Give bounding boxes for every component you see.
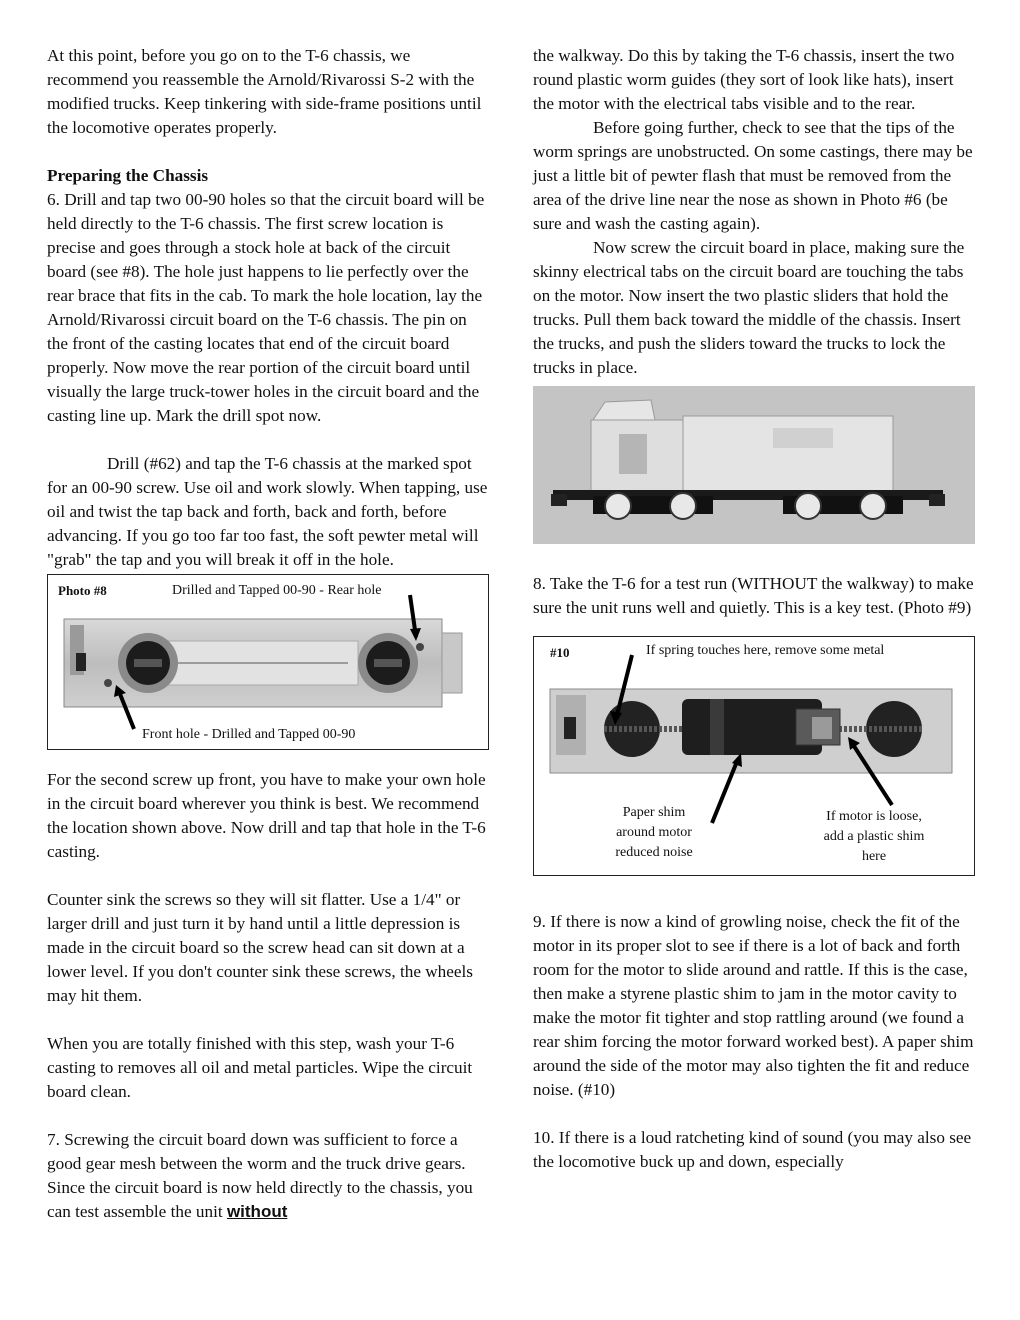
photo-8-top-caption: Drilled and Tapped 00-90 - Rear hole	[172, 583, 382, 598]
paragraph-step-6: 6. Drill and tap two 00-90 holes so that the circuit board will be held directly to the T-6 chassis. The first screw location is precise and goes through a stock hole at back of the circuit board (see #8). The hole just happens to lie perfectly over the rear brace that fits in the cab. To mark the hole location, lay the Arnold/Rivarossi circuit board on the T-6 chassis. The pin on the front of the casting locates that end of the circuit board properly. Now move the rear portion of the circuit board until visually the large truck-tower holes in the circuit board and the casting line up. Mark the drill spot now.	[47, 190, 485, 425]
photo-8-label: Photo #8	[58, 583, 107, 598]
paragraph-second-screw: For the second screw up front, you have to make your own hole in the circuit board wherever you think is best. We recommend the location shown above. Now drill and tap that hole in the T-6 casting.	[47, 770, 486, 861]
without-emphasis: without	[226, 1202, 288, 1221]
step-7-text: 7. Screwing the circuit board down was sufficient to force a good gear mesh between the worm and the truck drive gears. Since the circuit board is now held directly to the chassis, you can test assemble the unit	[47, 1130, 473, 1221]
paragraph-screw-board: Now screw the circuit board in place, making sure the skinny electrical tabs on the circuit board are touching the tabs on the motor. Now insert the two plastic sliders that hold the trucks. Pull them back toward the middle of the chassis. Insert the trucks, and push the sliders toward the trucks to lock the trucks in place.	[533, 238, 965, 377]
circuit-board-photo	[48, 575, 488, 749]
paragraph-check-springs: Before going further, check to see that the tips of the worm springs are unobstructed. On some castings, there may be just a little bit of pewter flash that must be removed from the area of the drive line near the nose as shown in Photo #6 (be sure and wash the casting again).	[533, 118, 973, 233]
photo-8-bottom-caption: Front hole - Drilled and Tapped 00-90	[142, 727, 356, 742]
photo-10-top-caption: If spring touches here, remove some metal	[646, 643, 885, 658]
paragraph-wash: When you are totally finished with this step, wash your T-6 casting to removes all oil and metal particles. Wipe the circuit board clean.	[47, 1034, 473, 1101]
photo-9-figure	[533, 386, 975, 544]
paragraph-step-8: 8. Take the T-6 for a test run (WITHOUT the walkway) to make sure the unit runs well and quietly. This is a key test. (Photo #9)	[533, 574, 974, 617]
paragraph-walkway: the walkway. Do this by taking the T-6 chassis, insert the two round plastic worm guides (they sort of look like hats), insert the motor with the electrical tabs visible and to the rear.	[533, 46, 955, 113]
photo-10-right-caption: If motor is loose, add a plastic shim here	[823, 809, 925, 864]
locomotive-photo	[533, 386, 975, 544]
photo-10-label: #10	[550, 645, 570, 660]
photo-10-left-caption: Paper shim around motor reduced noise	[615, 805, 693, 860]
paragraph-drill-tap: Drill (#62) and tap the T-6 chassis at the marked spot for an 00-90 screw. Use oil and work slowly. When tapping, use oil and twist the tap back and forth, back and forth, before advancing. If you go too far too fast, the soft pewter metal will "grab" the tap and you will break it off in the hole.	[47, 454, 488, 569]
photo-10-figure	[533, 636, 975, 876]
paragraph-counter-sink: Counter sink the screws so they will sit flatter. Use a 1/4" or larger drill and just turn it by hand until a little depression is made in the circuit board so the screw head can sit down at a lower level. If you don't counter sink these screws, the wheels may hit them.	[47, 890, 473, 1005]
section-heading: Preparing the Chassis	[47, 166, 209, 185]
paragraph-intro: At this point, before you go on to the T-6 chassis, we recommend you reassemble the Arnold/Rivarossi S-2 with the modified trucks. Keep tinkering with side-frame positions until the locomotive operates properly.	[47, 46, 482, 137]
right-column	[533, 44, 975, 1174]
left-column	[47, 44, 489, 1224]
photo-8-figure	[47, 574, 489, 750]
paragraph-step-10: 10. If there is a loud ratcheting kind of sound (you may also see the locomotive buck up and down, especially	[533, 1128, 972, 1171]
paragraph-step-7	[47, 1128, 489, 1224]
paragraph-step-9: 9. If there is now a kind of growling noise, check the fit of the motor in its proper slot to see if there is a lot of back and forth room for the motor to slide around and rattle. If this is the case, then make a styrene plastic shim to jam in the motor cavity to make the motor fit tighter and stop rattling around (we found a rear shim forcing the motor forward worked best). A paper shim around the side of the motor may also tighten the fit and reduce noise. (#10)	[533, 912, 974, 1099]
